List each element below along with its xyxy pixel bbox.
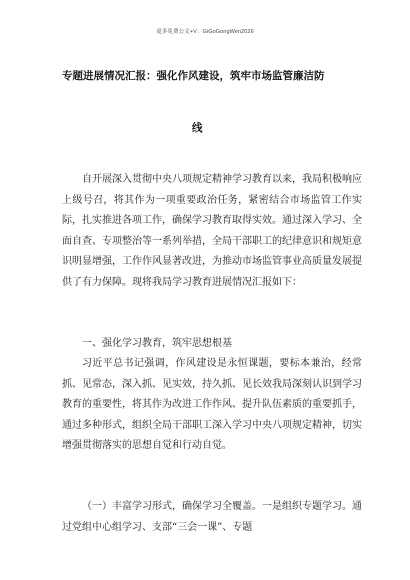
body-paragraph: 习近平总书记强调，作风建设是永恒课题，要标本兼治，经常抓、见常态，深入抓、见实效，持久抓、见长效我局深刻认识到学习教育的重要性，将其作为改进工作作风、提升队伍素质的重要抓手，通过多种形式，组织全局干部职工深入学习中央八项规定精神，切实增强贯彻落实的思想自觉和行动自觉。: [62, 358, 362, 452]
document-title: 专题进展情况汇报：强化作风建设，筑牢市场监管廉洁防: [62, 70, 325, 82]
subsection-paragraph: （一）丰富学习形式，确保学习全覆盖。一是组织专题学习。通过党组中心组学习、支部“三会一课”、专题: [62, 501, 362, 533]
header-watermark: 更多免费公文+V：GiGoGongWen2026: [156, 29, 254, 35]
section-heading: 一、强化学习教育，筑牢思想根基: [82, 338, 232, 349]
intro-paragraph: 自开展深入贯彻中央八项规定精神学习教育以来，我局积极响应上级号召，将其作为一项重要政治任务，紧密结合市场监管工作实际，扎实推进各项工作，确保学习教育取得实效。通过深入学习、全面自查、专项整治等一系列举措，全局干部职工的纪律意识和规矩意识明显增强，工作作风显著改进，为推动市场监管事业高质量发展提供了有力保障。现将我局学习教育进展情况汇报如下：: [62, 174, 362, 288]
document-title-continued: 线: [192, 122, 203, 134]
